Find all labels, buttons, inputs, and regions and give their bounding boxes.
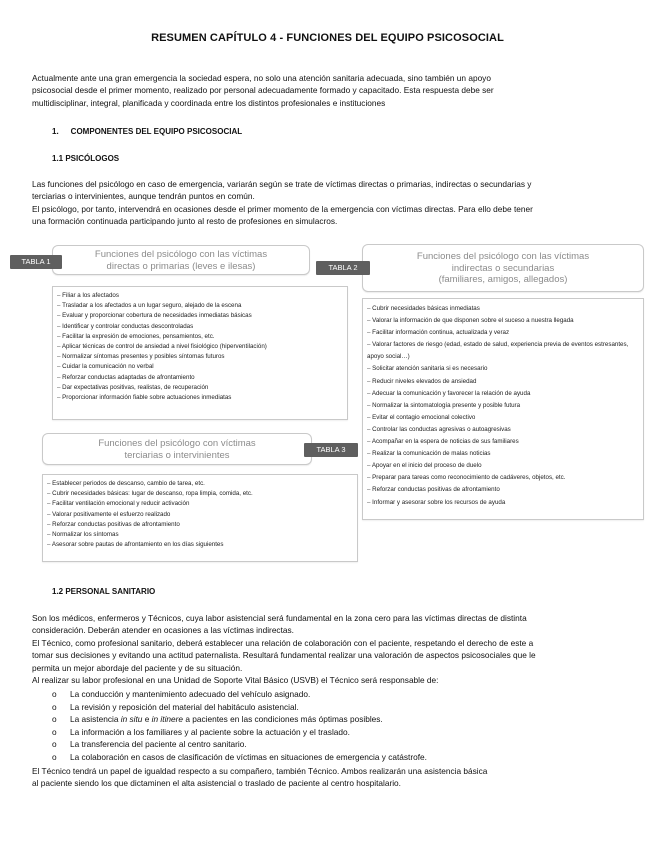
list-item: – Valorar factores de riesgo (edad, estado de salud, experiencia previa de eventos estresantes, apoyo social…) xyxy=(367,339,643,363)
list-item: – Facilitar ventilación emocional y reducir activación xyxy=(47,499,357,509)
list-item: – Cubrir necesidades básicas: lugar de descanso, ropa limpia, comida, etc. xyxy=(47,489,357,499)
list-item: o La revisión y reposición del material del habitáculo asistencial. xyxy=(52,701,299,712)
list-item: o La conducción y mantenimiento adecuado del vehículo asignado. xyxy=(52,689,311,699)
list-item: o La información a los familiares y al paciente sobre la actuación y el traslado. xyxy=(52,726,350,737)
tabla1-header: Funciones del psicólogo con las víctimas directas o primarias (leves e ilesas) xyxy=(52,245,310,275)
list-item: – Cubrir necesidades básicas inmediatas xyxy=(367,303,643,315)
list-item: – Establecer periodos de descanso, cambio de tarea, etc. xyxy=(47,479,357,489)
list-item: – Facilitar la expresión de emociones, pensamientos, etc. xyxy=(57,332,347,342)
list-item: – Asesorar sobre pautas de afrontamiento en los días siguientes xyxy=(47,540,357,550)
list-item: – Controlar las conductas agresivas o autoagresivas xyxy=(367,424,643,436)
page-title: RESUMEN CAPÍTULO 4 - FUNCIONES DEL EQUIPO PSICOSOCIAL xyxy=(151,32,504,44)
list-item: – Apoyar en el inicio del proceso de duelo xyxy=(367,460,643,472)
intro-paragraph: Actualmente ante una gran emergencia la sociedad espera, no solo una atención sanitaria adecuada, sino también un apoyo psicosocial desde el primer momento, realizado por personal adecuadamente formado y capacitado. Esta respuesta debe ser multidisciplinar, integral, planificada y coordinada entre los distintos profesionales e instituciones xyxy=(32,73,494,108)
list-item: – Realizar la comunicación de malas noticias xyxy=(367,448,643,460)
list-item: – Acompañar en la espera de noticias de sus familiares xyxy=(367,436,643,448)
list-item: – Informar y asesorar sobre los recursos de ayuda xyxy=(367,497,643,509)
tabla3-tag: TABLA 3 xyxy=(304,443,358,457)
list-item: – Reforzar conductas adaptadas de afrontamiento xyxy=(57,373,347,383)
tabla2-list xyxy=(362,298,644,520)
responsibilities-list xyxy=(52,688,612,764)
list-item: o La asistencia in situ e in itinere a pacientes en las condiciones más óptimas posibles. xyxy=(52,714,383,725)
psicologos-paragraph: Las funciones del psicólogo en caso de emergencia, variarán según se trate de víctimas directas o primarias, indirectas o secundarias y terciarias o intervinientes, aunque tendrán puntos en común. El psicólogo, por tanto, intervendrá en ocasiones desde el primer momento de la emergencia con víctimas directas. Para ello debe tener una formación continuada participando junto al resto de profesiones en simulacros. xyxy=(32,179,533,227)
tabla2-header: Funciones del psicólogo con las víctimas indirectas o secundarias (familiares, amigos, allegados) xyxy=(362,244,644,292)
section-heading: 1. COMPONENTES DEL EQUIPO PSICOSOCIAL xyxy=(52,127,243,136)
list-item: – Normalizar los síntomas xyxy=(47,530,357,540)
subsection-sanitario: 1.2 PERSONAL SANITARIO xyxy=(52,587,156,596)
list-item: – Proporcionar información fiable sobre actuaciones inmediatas xyxy=(57,393,347,403)
list-item: – Filiar a los afectados xyxy=(57,291,347,301)
tabla3-list xyxy=(42,474,358,562)
tabla1-list xyxy=(52,286,348,420)
list-item: – Evitar el contagio emocional colectivo xyxy=(367,412,643,424)
list-item: – Reforzar conductas positivas de afrontamiento xyxy=(367,484,643,496)
tabla3-header: Funciones del psicólogo con víctimas terciarias o intervinientes xyxy=(42,433,312,465)
list-item: – Facilitar información continua, actualizada y veraz xyxy=(367,327,643,339)
list-item: – Normalizar síntomas presentes y posibles síntomas futuros xyxy=(57,352,347,362)
list-item: o La colaboración en casos de clasificación de víctimas en situaciones de emergencia y catástrofe. xyxy=(52,751,427,762)
tabla2-tag: TABLA 2 xyxy=(316,261,370,275)
list-item: – Solicitar atención sanitaria si es necesario xyxy=(367,363,643,375)
list-item: o La transferencia del paciente al centro sanitario. xyxy=(52,739,247,750)
subsection-psicologos: 1.1 PSICÓLOGOS xyxy=(52,154,120,163)
list-item: – Adecuar la comunicación y favorecer la relación de ayuda xyxy=(367,388,643,400)
list-item: – Normalizar la sintomatología presente y posible futura xyxy=(367,400,643,412)
tabla1-tag: TABLA 1 xyxy=(10,255,62,269)
list-item: – Reforzar conductas positivas de afrontamiento xyxy=(47,520,357,530)
sanitario-paragraph: Son los médicos, enfermeros y Técnicos, cuya labor asistencial será fundamental en la zona cero para las víctimas directas de distinta consideración. Deberán atender en ocasiones a las víctimas indirectas. El Técnico, como profesional sanitario, deberá establecer una relación de colaboración con el paciente, respetando el derecho de este a tomar sus decisiones y evitando una actitud paternalista. Resultará fundamental realizar una valoración de aspectos psicosociales que le permita un mejor abordaje del paciente y de su situación. Al realizar su labor profesional en una Unidad de Soporte Vital Básico (USVB) el Técnico será responsable de: xyxy=(32,613,536,686)
list-item: – Identificar y controlar conductas descontroladas xyxy=(57,322,347,332)
list-item: – Preparar para tareas como reconocimiento de cadáveres, objetos, etc. xyxy=(367,472,643,484)
closing-paragraph: El Técnico tendrá un papel de igualdad respecto a su compañero, también Técnico. Ambos realizarán una asistencia básica al paciente siendo los que dictaminen el alta asistencial o traslado de paciente al centro hospitalario. xyxy=(32,766,488,789)
list-item: – Valorar positivamente el esfuerzo realizado xyxy=(47,510,357,520)
list-item: – Evaluar y proporcionar cobertura de necesidades inmediatas básicas xyxy=(57,311,347,321)
list-item: – Valorar la información de que disponen sobre el suceso a nuestra llegada xyxy=(367,315,643,327)
list-item: – Aplicar técnicas de control de ansiedad a nivel fisiológico (hiperventilación) xyxy=(57,342,347,352)
list-item: – Dar expectativas positivas, realistas, de recuperación xyxy=(57,383,347,393)
list-item: – Trasladar a los afectados a un lugar seguro, alejado de la escena xyxy=(57,301,347,311)
list-item: – Reducir niveles elevados de ansiedad xyxy=(367,376,643,388)
list-item: – Cuidar la comunicación no verbal xyxy=(57,362,347,372)
